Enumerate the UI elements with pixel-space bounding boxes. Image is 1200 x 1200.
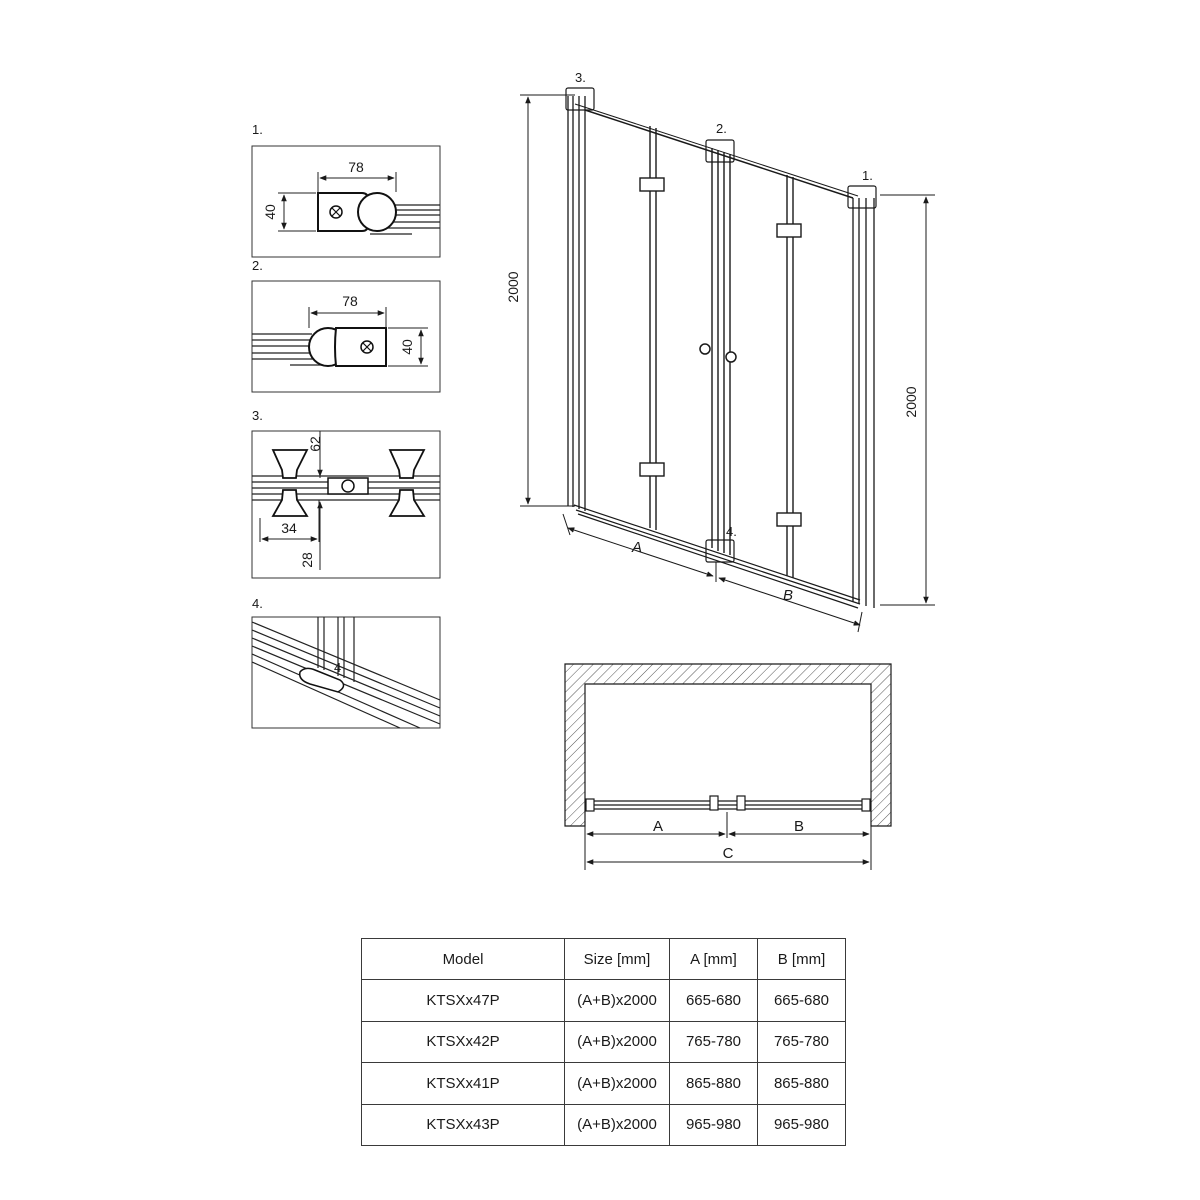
b-cell: 965-980 (758, 1104, 846, 1146)
size-cell: (A+B)x2000 (565, 1021, 670, 1063)
callout-2: 2. (716, 121, 727, 136)
b-cell: 865-880 (758, 1063, 846, 1105)
main-dim-b-label: B (782, 587, 794, 604)
plan-door-profile (585, 796, 871, 811)
detail-1-width-value: 78 (348, 159, 364, 175)
detail-1 (252, 122, 440, 257)
column-header: Model (362, 939, 565, 980)
detail-2-width-value: 78 (342, 293, 358, 309)
column-header: A [mm] (670, 939, 758, 980)
detail-2 (252, 258, 440, 392)
a-cell: 965-980 (670, 1104, 758, 1146)
table-header-row (362, 939, 846, 980)
size-cell: (A+B)x2000 (565, 980, 670, 1022)
table-row (362, 1104, 846, 1146)
main-dim-a-label: A (631, 539, 643, 556)
a-cell: 765-780 (670, 1021, 758, 1063)
detail-3-bottom-value: 28 (299, 552, 315, 568)
table-row (362, 1063, 846, 1105)
detail-3-top-value: 62 (307, 436, 323, 452)
hinges (640, 178, 801, 526)
plan-dim-a-label: A (652, 818, 664, 835)
model-cell: KTSXx42P (362, 1021, 565, 1063)
detail-4-rail (252, 622, 440, 728)
detail-1-label: 1. (252, 122, 263, 137)
model-cell: KTSXx47P (362, 980, 565, 1022)
detail-3-connector (328, 478, 368, 494)
plan-dim-b-label: B (793, 818, 805, 835)
glass-panels (650, 126, 793, 578)
column-header: Size [mm] (565, 939, 670, 980)
column-header: B [mm] (758, 939, 846, 980)
a-cell: 865-880 (670, 1063, 758, 1105)
table-row (362, 1021, 846, 1063)
detail-4-label: 4. (252, 596, 263, 611)
callout-4: 4. (726, 524, 737, 539)
detail-3 (252, 408, 440, 578)
plan-dim-c-label: C (722, 845, 734, 862)
bottom-profile (574, 505, 860, 608)
size-cell: (A+B)x2000 (565, 1063, 670, 1105)
detail-4 (252, 596, 440, 728)
detail-3-left-hinge (273, 450, 307, 516)
size-cell: (A+B)x2000 (565, 1104, 670, 1146)
main-height-right-value: 2000 (903, 386, 919, 418)
b-cell: 665-680 (758, 980, 846, 1022)
model-size-table (361, 938, 846, 1146)
detail-1-height-value: 40 (262, 204, 278, 220)
detail-2-height-value: 40 (399, 339, 415, 355)
b-cell: 765-780 (758, 1021, 846, 1063)
left-wall-profile (568, 96, 585, 511)
detail-3-label: 3. (252, 408, 263, 423)
detail-3-left-value: 34 (281, 520, 297, 536)
detail-2-label: 2. (252, 258, 263, 273)
plan-view (565, 664, 891, 870)
svg-text:4: 4 (334, 660, 342, 675)
right-wall-profile (853, 198, 874, 608)
detail-3-right-hinge (390, 450, 424, 516)
plan-wall (565, 664, 891, 826)
table-row (362, 980, 846, 1022)
callout-3: 3. (575, 70, 586, 85)
main-height-left-value: 2000 (505, 271, 521, 303)
callout-boxes (566, 88, 876, 562)
a-cell: 665-680 (670, 980, 758, 1022)
callout-1: 1. (862, 168, 873, 183)
model-cell: KTSXx41P (362, 1063, 565, 1105)
model-cell: KTSXx43P (362, 1104, 565, 1146)
detail-2-bracket (309, 328, 386, 366)
